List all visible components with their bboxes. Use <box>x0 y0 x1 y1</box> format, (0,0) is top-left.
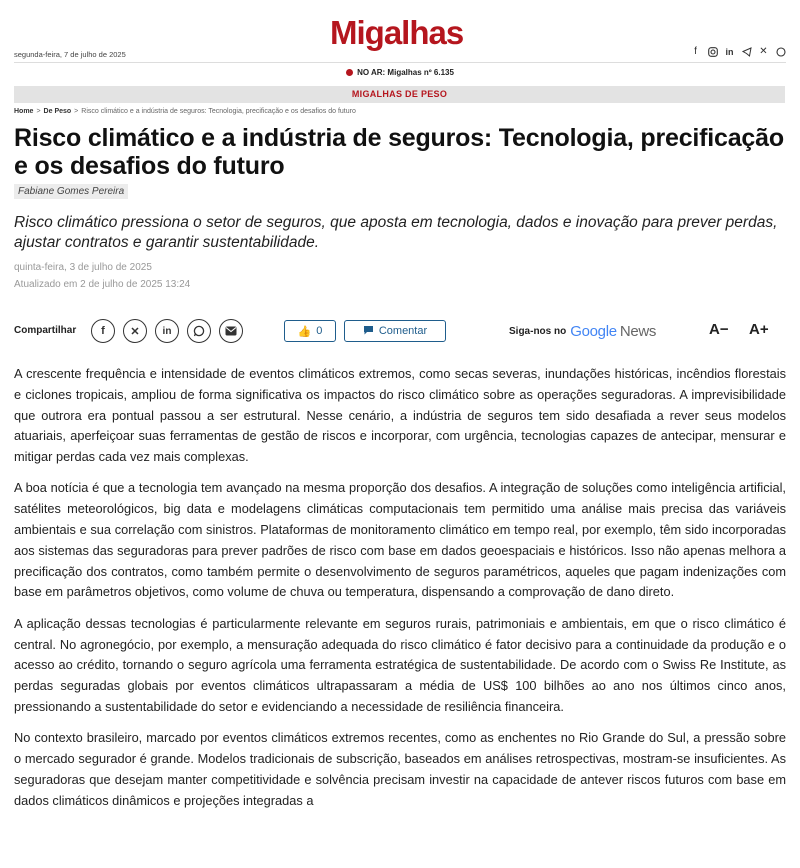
news-word: News <box>619 323 657 340</box>
article-paragraph: A crescente frequência e intensidade de eventos climáticos extremos, como secas severas, inundações históricas, incêndios florestais e ciclones tropicais, ampliou de forma significativa os impactos do risco climático sobre as operações seguradoras. A imprevisibilidade que outrora era pontual passou a ser estrutural. Nesse cenário, a indústria de seguros tem sido desafiada a rever seus modelos atuariais, aperfeiçoar suas ferramentas de gestão de riscos e incorporar, com urgência, tecnologias capazes de antecipar, mensurar e mitigar perdas cada vez mais complexas. <box>14 366 786 465</box>
google-news-follow[interactable] <box>509 323 656 340</box>
article-lead: Risco climático pressiona o setor de seguros, que aposta em tecnologia, dados e inovação para prever perdas, ajustar contratos e garantir sustentabilidade. <box>14 214 778 251</box>
whatsapp-icon[interactable] <box>775 46 786 57</box>
header-divider <box>14 62 786 63</box>
google-word: Google <box>570 323 617 340</box>
share-icons <box>91 319 243 343</box>
article-body <box>14 364 786 822</box>
thumbs-up-icon: 👍 <box>297 325 312 338</box>
share-whatsapp-icon[interactable] <box>187 319 211 343</box>
breadcrumb-home[interactable]: Home <box>14 108 34 115</box>
comment-icon <box>363 325 374 338</box>
current-date: segunda-feira, 7 de julho de 2025 <box>14 50 126 59</box>
share-x-icon[interactable]: ✕ <box>123 319 147 343</box>
share-facebook-icon[interactable]: f <box>91 319 115 343</box>
linkedin-icon[interactable]: in <box>725 46 734 57</box>
site-header <box>0 0 800 84</box>
section-label[interactable]: MIGALHAS DE PESO <box>14 86 785 103</box>
comment-button[interactable] <box>344 320 446 342</box>
breadcrumb-section[interactable]: De Peso <box>43 108 72 115</box>
on-air-indicator[interactable] <box>0 68 800 77</box>
share-linkedin-icon[interactable]: in <box>155 319 179 343</box>
instagram-icon[interactable] <box>707 46 718 57</box>
font-decrease-button[interactable]: A− <box>709 321 729 338</box>
google-news-logo <box>570 323 656 340</box>
facebook-icon[interactable]: f <box>694 46 697 57</box>
font-increase-button[interactable]: A+ <box>749 321 769 338</box>
x-icon[interactable]: ✕ <box>759 46 768 57</box>
like-button[interactable] <box>284 320 336 342</box>
author-name[interactable]: Fabiane Gomes Pereira <box>14 184 128 199</box>
updated-date: Atualizado em 2 de julho de 2025 13:24 <box>14 279 191 290</box>
site-logo[interactable] <box>330 14 463 52</box>
article-paragraph: No contexto brasileiro, marcado por eventos climáticos extremos recentes, como as enchentes no Rio Grande do Sul, a pressão sobre o mercado segurador é grande. Modelos tradicionais de subscrição, baseados em análises retrospectivas, mostram-se insuficientes. As seguradoras que desejam manter competitividade e solvência precisam investir na capacidade de antever riscos futuros com base em dados climáticos dinâmicos e projeções integradas a <box>14 730 786 808</box>
share-bar <box>14 318 786 346</box>
article-paragraph: A boa notícia é que a tecnologia tem avançado na mesma proporção dos desafios. A integração de soluções como inteligência artificial, satélites meteorológicos, big data e modelagens climáticas computacionais tem permitido uma análise mais precisa das variáveis ambientais e sua correlação com sinistros. Plataformas de monitoramento climático em tempo real, por exemplo, têm sido incorporadas aos sistemas das seguradoras para prever padrões de risco com base em dados geoespaciais e históricos. Isso não apenas melhora a precificação dos contratos, como também permite o desenvolvimento de seguros paramétricos, aqueles que pagam indenizações com base em parâmetros objetivos, como volume de chuva ou temperatura, dispensando a comprovação de dano direto. <box>14 480 786 600</box>
article-title: Risco climático e a indústria de seguros: Tecnologia, precificação e os desafios do futuro <box>14 124 784 180</box>
follow-label: Siga-nos no <box>509 326 567 337</box>
breadcrumb: Home > De Peso > Risco climático e a indústria de seguros: Tecnologia, precificação e os desafios do futuro <box>14 108 356 115</box>
on-air-text: NO AR: Migalhas nº 6.135 <box>357 68 454 77</box>
share-email-icon[interactable] <box>219 319 243 343</box>
breadcrumb-current: Risco climático e a indústria de seguros: Tecnologia, precificação e os desafios do futuro <box>81 108 356 115</box>
telegram-icon[interactable] <box>741 46 752 57</box>
like-count: 0 <box>316 325 323 337</box>
social-links <box>690 46 786 57</box>
comment-label: Comentar <box>378 325 428 337</box>
share-label: Compartilhar <box>14 325 77 336</box>
article-paragraph: A aplicação dessas tecnologias é particularmente relevante em seguros rurais, patrimoniais e ambientais, em que o risco climático é central. No agronegócio, por exemplo, a mensuração adequada do risco climático é fator decisivo para a continuidade da produção e o acesso ao crédito, tornando o seguro agrícola uma ferramenta estratégica de sustentabilidade. De acordo com o Swiss Re Institute, as perdas seguradas globais por eventos climáticos ultrapassaram a média de US$ 100 bilhões ao ano nos últimos cinco anos, pressionando a sustentabilidade do setor e evidenciando a necessidade de resiliência financeira. <box>14 615 786 714</box>
live-dot-icon <box>346 69 353 76</box>
published-date: quinta-feira, 3 de julho de 2025 <box>14 262 152 273</box>
logo-text: Migalhas <box>330 14 464 51</box>
